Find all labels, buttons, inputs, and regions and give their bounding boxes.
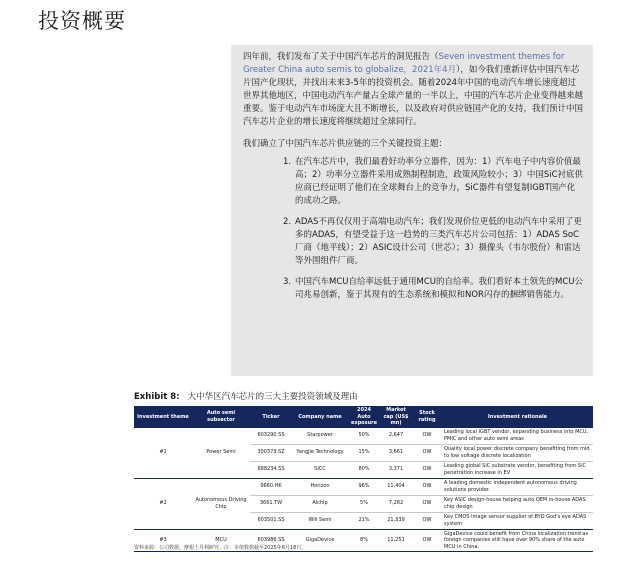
theme-number: 1.	[283, 157, 292, 167]
table-row	[134, 428, 593, 445]
market-cap-cell: 21,339	[380, 512, 412, 529]
company-cell: Alchip	[292, 495, 348, 512]
intro-text-before: 四年前，我们发布了关于中国汽车芯片的洞见报告（	[243, 52, 439, 62]
market-cap-cell: 3,661	[380, 444, 412, 461]
ticker-cell: 9660.HK	[250, 478, 292, 495]
market-cap-cell: 7,282	[380, 495, 412, 512]
column-header: Auto semi subsector	[192, 406, 250, 428]
rating-cell: OW	[412, 495, 442, 512]
theme-item	[283, 156, 583, 208]
rating-cell: OW	[412, 461, 442, 478]
theme-list	[243, 156, 583, 302]
rating-cell: OW	[412, 428, 442, 445]
column-header: Investment theme	[134, 406, 192, 428]
rating-cell: OW	[412, 444, 442, 461]
company-cell: Starpower	[292, 428, 348, 445]
investment-theme-cell: #2	[134, 478, 192, 529]
exhibit-label: Exhibit 8:	[134, 392, 180, 402]
ticker-cell: 3661.TW	[250, 495, 292, 512]
theme-item	[283, 276, 583, 302]
theme-text: 在汽车芯片中，我们最看好功率分立器件，因为：1）汽车电子中内容价值最高；2）功率分立器件采用成熟制程制造，政策风险较小；3）中国SiC衬底供应商已经证明了他们在全球舞台上的竞争力，SiC器件有望复制IGBT国产化的成功之路。	[295, 157, 584, 206]
rationale-cell: Leading global SiC substrate vendor, benefiting from SiC penetration increase in EV	[442, 461, 593, 478]
theme-text: ADAS不再仅仅用于高端电动汽车；我们发现价位更低的电动汽车中采用了更多的ADAS，有望受益于这一趋势的三类汽车芯片公司包括：1）ADAS SoC厂商（地平线）；2）ASIC设计公司（世芯）；3）摄像头（韦尔股份）和雷达等外围组件厂商。	[295, 217, 582, 266]
rating-cell: OW	[412, 529, 442, 552]
column-header: Investment rationale	[442, 406, 593, 428]
rating-cell: OW	[412, 512, 442, 529]
exhibit-caption	[134, 390, 358, 402]
rationale-cell: Key ASIC design-house helping auto OEM in-house ADAS chip design	[442, 495, 593, 512]
summary-box	[231, 45, 593, 376]
column-header: Company name	[292, 406, 348, 428]
exposure-cell: 15%	[348, 444, 380, 461]
company-cell: Yangjie Technology	[292, 444, 348, 461]
themes-lead: 我们确立了中国汽车芯片供应链的三个关键投资主题：	[243, 139, 448, 149]
exposure-cell: 50%	[348, 428, 380, 445]
table-row	[134, 478, 593, 495]
company-cell: GigaDevice	[292, 529, 348, 552]
subsector-cell: Autonomous Driving Chip	[192, 478, 250, 529]
exhibit-title: 大中华区汽车芯片的三大主要投资领域及理由	[187, 392, 358, 402]
intro-text-after: ），如今我们重新评估中国汽车芯片国产化现状，并找出未来3-5年的投资机会。随着2024年中国的电动汽车增长速度超过世界其他地区，中国电动汽车产量占全球产量的一半以上，中国的汽车芯片企业变得越来越重要。鉴于电动汽车市场庞大且不断增长，以及政府对供应链国产化的支持，我们预计中国汽车芯片企业的增长速度将继续超过全球同行。	[243, 65, 584, 127]
exposure-cell: 21%	[348, 512, 380, 529]
intro-paragraph	[243, 51, 583, 129]
theme-number: 3.	[283, 277, 292, 287]
report-link[interactable]: Seven investment themes for Greater China auto semis to globalize，2021年4月	[243, 52, 565, 75]
theme-number: 2.	[283, 217, 292, 227]
column-header: Market cap (US$ mn)	[380, 406, 412, 428]
market-cap-cell: 11,251	[380, 529, 412, 552]
exhibit-table	[134, 406, 593, 552]
ticker-cell: 300373.SZ	[250, 444, 292, 461]
column-header: 2024 Auto exposure	[348, 406, 380, 428]
market-cap-cell: 2,647	[380, 428, 412, 445]
exposure-cell: 5%	[348, 495, 380, 512]
company-cell: Will Semi	[292, 512, 348, 529]
page-title: 投资概要	[38, 9, 126, 33]
investment-theme-cell: #3	[134, 529, 192, 552]
investment-theme-cell: #1	[134, 428, 192, 479]
exhibit-source: 资料来源：公司数据，摩根士丹利研究。注：市值数据截至2025年6月18日。	[134, 545, 307, 551]
column-header: Stock rating	[412, 406, 442, 428]
company-cell: Horizon	[292, 478, 348, 495]
market-cap-cell: 11,404	[380, 478, 412, 495]
rationale-cell: GigaDevice could benefit from China localization trend as foreign companies still have over 90% share of the auto MCU in China.	[442, 529, 593, 552]
column-header: Ticker	[250, 406, 292, 428]
exposure-cell: 8%	[348, 529, 380, 552]
subsector-cell: Power Semi	[192, 428, 250, 479]
theme-item	[283, 216, 583, 268]
ticker-cell: 603290.SS	[250, 428, 292, 445]
exposure-cell: 96%	[348, 478, 380, 495]
rationale-cell: Key CMOS image sensor supplier of BYD God's eye ADAS system	[442, 512, 593, 529]
company-cell: SICC	[292, 461, 348, 478]
exposure-cell: 80%	[348, 461, 380, 478]
rating-cell: OW	[412, 478, 442, 495]
rationale-cell: A leading domestic independent autonomous driving solutions provider.	[442, 478, 593, 495]
rationale-cell: Leading local IGBT vendor, expanding business into MCU, PMIC and other auto semi areas	[442, 428, 593, 445]
table-header-row	[134, 406, 593, 428]
market-cap-cell: 3,371	[380, 461, 412, 478]
ticker-cell: 603986.SS	[250, 529, 292, 552]
rationale-cell: Quality local power discrete company benefiting from mid to low voltage discrete localization	[442, 444, 593, 461]
subsector-cell: MCU	[192, 529, 250, 552]
theme-text: 中国汽车MCU自给率远低于通用MCU的自给率。我们看好本土领先的MCU公司兆易创新，鉴于其现有的生态系统和模拟和NOR闪存的捆绑销售能力。	[295, 277, 583, 300]
ticker-cell: 688234.SS	[250, 461, 292, 478]
ticker-cell: 603501.SS	[250, 512, 292, 529]
